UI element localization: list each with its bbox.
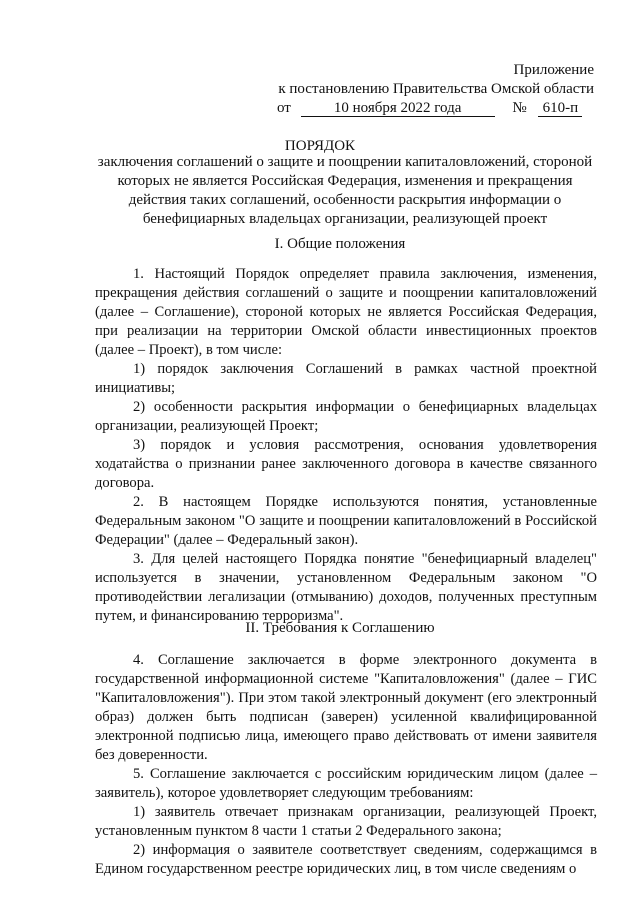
paragraph: 1. Настоящий Порядок определяет правила заключения, изменения, прекращения действия соглашений о защите и поощрении капиталовложений (далее – Соглашение), стороной которых не является Российская Федерация, при реализации на территории Омской области инвестиционных проектов (далее – Проект), в том числе: [95,266,597,358]
paragraph: 2) особенности раскрытия информации о бенефициарных владельцах организации, реализующей Проект; [95,399,597,434]
section-body [95,265,597,626]
subtitle-line: бенефициарных владельцах организации, реализующей проект [142,211,548,227]
date-prefix: от [277,100,291,116]
resolution-number: 610-п [538,100,582,117]
resolution-date-number [277,99,594,118]
resolution-reference: к постановлению Правительства Омской области [278,81,594,97]
paragraph: 2) информация о заявителе соответствует сведениям, содержащимся в Едином государственном реестре юридических лиц, в том числе сведениям о [95,842,597,877]
document-title: ПОРЯДОК [284,138,356,154]
subtitle-line: заключения соглашений о защите и поощрении капиталовложений, стороной [97,154,593,170]
paragraph: 1) заявитель отвечает признакам организации, реализующей Проект, установленным пунктом 8 части 1 статьи 2 Федерального закона; [95,804,597,839]
section-heading: I. Общие положения [274,236,406,252]
paragraph: 1) порядок заключения Соглашений в рамках частной проектной инициативы; [95,361,597,396]
document-subtitle [90,153,600,229]
paragraph: 3) порядок и условия рассмотрения, основания удовлетворения ходатайства о признании ранее заключенного договора в качестве связанного договора. [95,437,597,491]
resolution-date: 10 ноября 2022 года [301,100,495,117]
appendix-label: Приложение [513,62,594,78]
section-body [95,651,597,879]
number-label: № [512,100,527,116]
subtitle-line: которых не является Российская Федерация, изменения и прекращения [117,173,573,189]
paragraph: 3. Для целей настоящего Порядка понятие "бенефициарный владелец" используется в значении, установленном Федеральным законом "О противодействии легализации (отмыванию) доходов, полученных преступным путем, и финансированию терроризма". [95,551,597,624]
paragraph: 4. Соглашение заключается в форме электронного документа в государственной информационной системе "Капиталовложения" (далее – ГИС "Капиталовложения"). При этом такой электронный документ (его электронный образ) должен быть подписан (заверен) усиленной квалифицированной электронной подписью лица, имеющего право действовать от имени заявителя без доверенности. [95,652,597,763]
section-heading: II. Требования к Соглашению [245,620,435,636]
paragraph: 2. В настоящем Порядке используются понятия, установленные Федеральным законом "О защите и поощрении капиталовложений в Российской Федерации" (далее – Федеральный закон). [95,494,597,548]
paragraph: 5. Соглашение заключается с российским юридическим лицом (далее – заявитель), которое удовлетворяет следующим требованиям: [95,766,597,801]
subtitle-line: действия таких соглашений, особенности раскрытия информации о [128,192,562,208]
